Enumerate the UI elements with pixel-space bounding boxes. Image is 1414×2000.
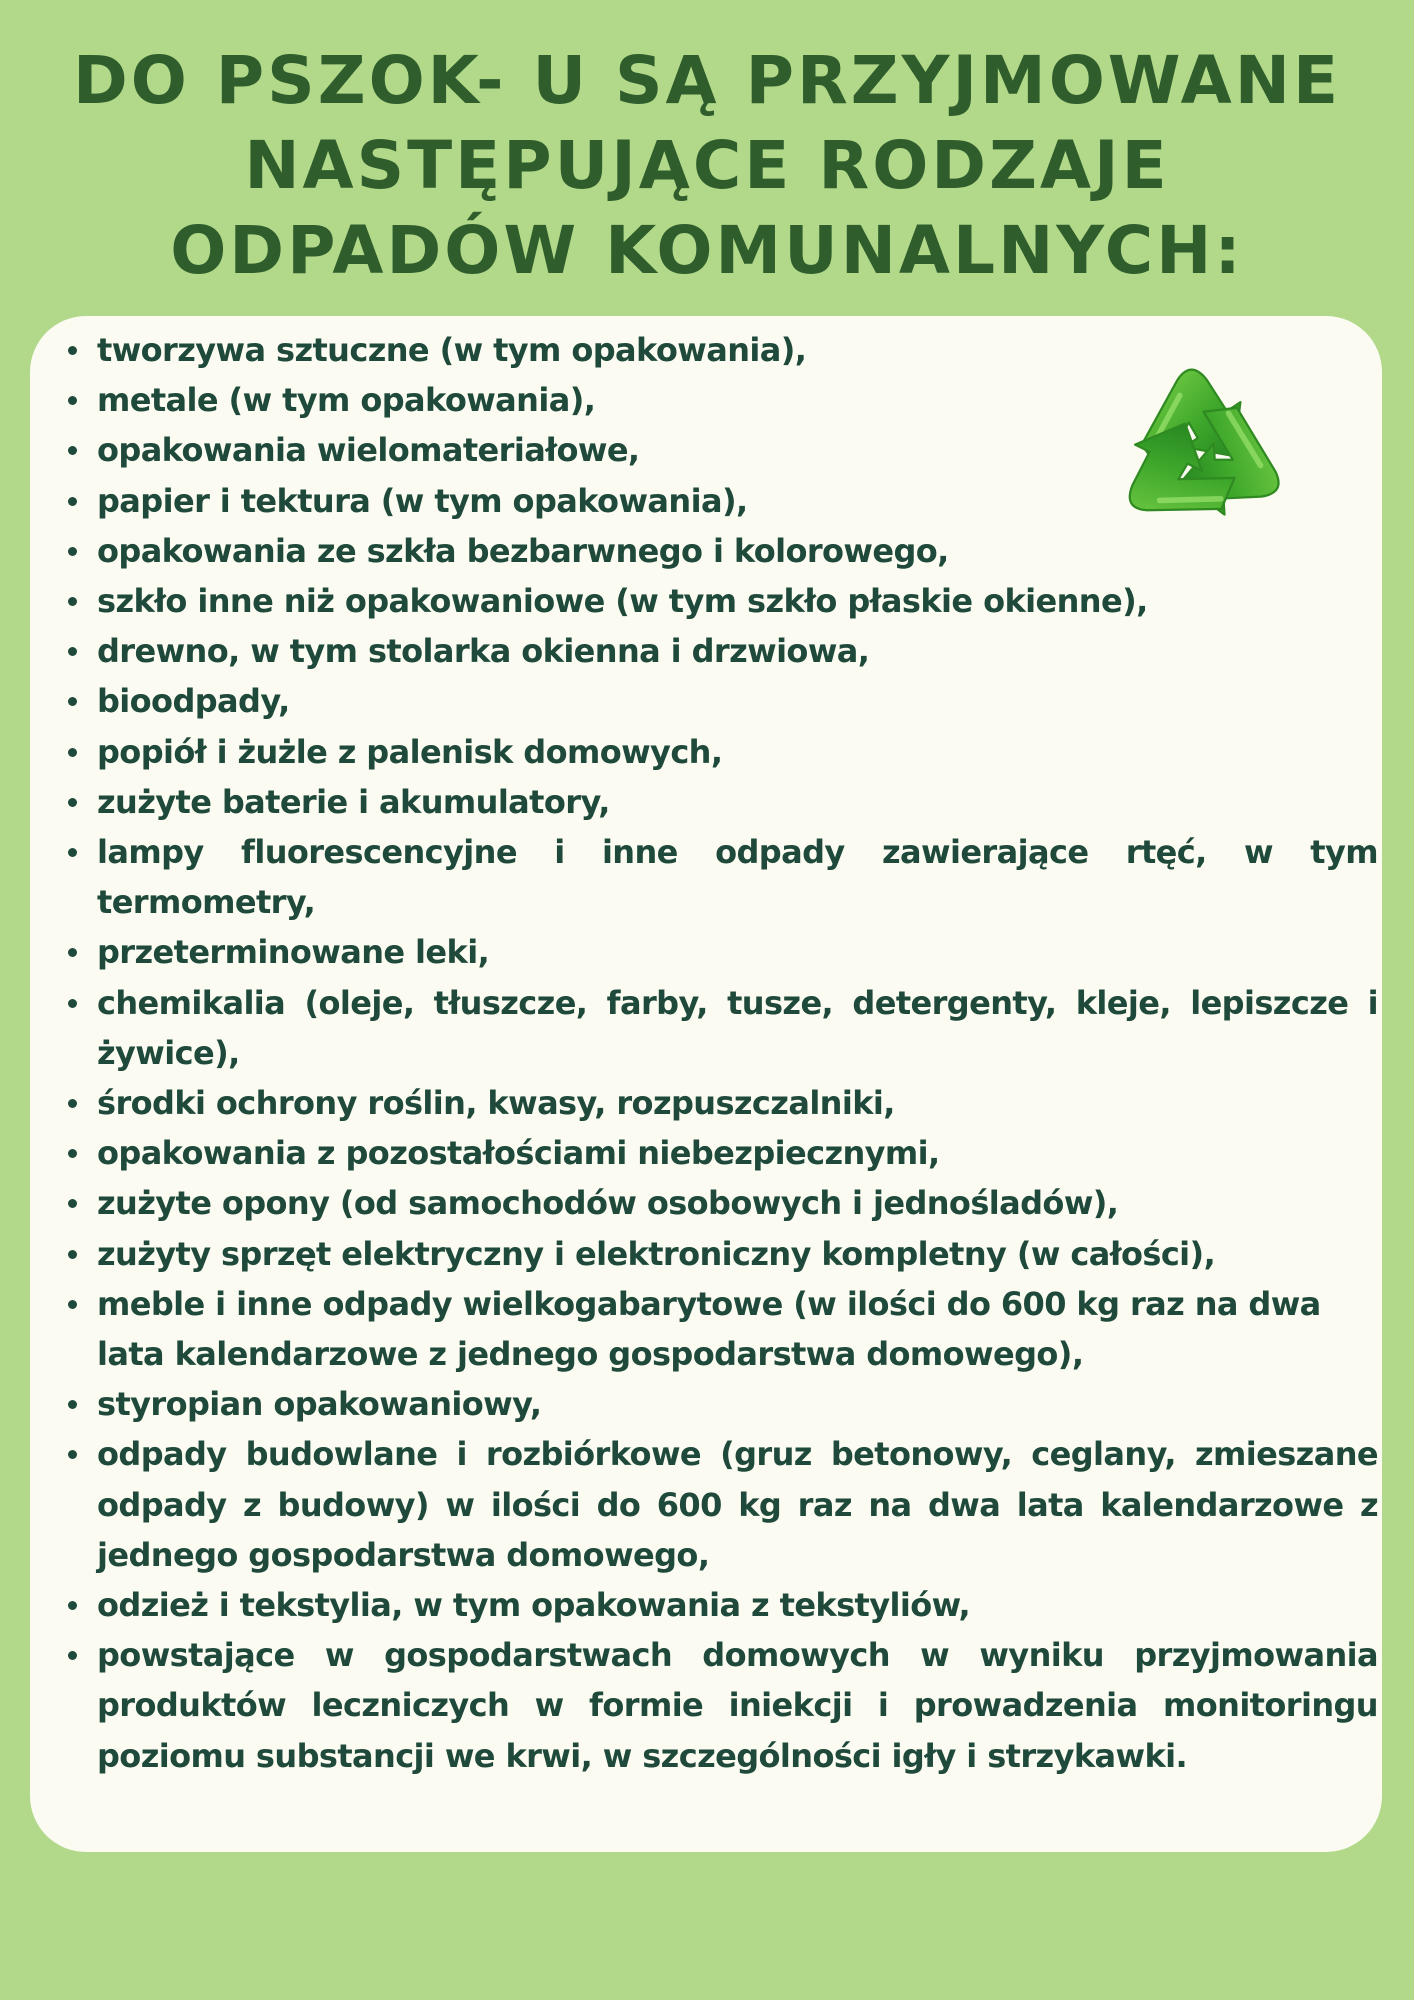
list-item: lampy fluorescencyjne i inne odpady zawierające rtęć, w tym termometry, [66,827,1378,927]
title-line-1: DO PSZOK- U SĄ PRZYJMOWANE [72,42,1342,119]
list-item: zużyte opony (od samochodów osobowych i jednośladów), [66,1178,1378,1228]
list-item: drewno, w tym stolarka okienna i drzwiowa, [66,626,1378,676]
title-line-2: NASTĘPUJĄCE RODZAJE [244,127,1170,204]
list-item: tworzywa sztuczne (w tym opakowania), [66,325,1378,375]
list-item: meble i inne odpady wielkogabarytowe (w ilości do 600 kg raz na dwa lata kalendarzowe z jednego gospodarstwa domowego), [66,1279,1378,1379]
list-item: odpady budowlane i rozbiórkowe (gruz betonowy, ceglany, zmieszane odpady z budowy) w ilości do 600 kg raz na dwa lata kalendarzowe z jednego gospodarstwa domowego, [66,1429,1378,1580]
list-item: szkło inne niż opakowaniowe (w tym szkło płaskie okienne), [66,576,1378,626]
list-item: środki ochrony roślin, kwasy, rozpuszczalniki, [66,1078,1378,1128]
list-item: odzież i tekstylia, w tym opakowania z tekstyliów, [66,1580,1378,1630]
list-item: bioodpady, [66,676,1378,726]
list-item: papier i tektura (w tym opakowania), [66,476,1378,526]
list-item: styropian opakowaniowy, [66,1379,1378,1429]
list-item: powstające w gospodarstwach domowych w wyniku przyjmowania produktów leczniczych w formie iniekcji i prowadzenia monitoringu poziomu substancji we krwi, w szczególności igły i strzykawki. [66,1630,1378,1781]
waste-types-list [66,325,1378,1781]
list-item: opakowania ze szkła bezbarwnego i kolorowego, [66,526,1378,576]
list-item: przeterminowane leki, [66,927,1378,977]
list-item: zużyte baterie i akumulatory, [66,777,1378,827]
list-item: metale (w tym opakowania), [66,375,1378,425]
list-item: popiół i żużle z palenisk domowych, [66,727,1378,777]
list-item: zużyty sprzęt elektryczny i elektroniczny kompletny (w całości), [66,1229,1378,1279]
list-item: chemikalia (oleje, tłuszcze, farby, tusze, detergenty, kleje, lepiszcze i żywice), [66,978,1378,1078]
list-item: opakowania wielomateriałowe, [66,425,1378,475]
title-line-3: ODPADÓW KOMUNALNYCH: [170,212,1244,289]
page-title [0,38,1414,293]
list-item: opakowania z pozostałościami niebezpiecznymi, [66,1128,1378,1178]
